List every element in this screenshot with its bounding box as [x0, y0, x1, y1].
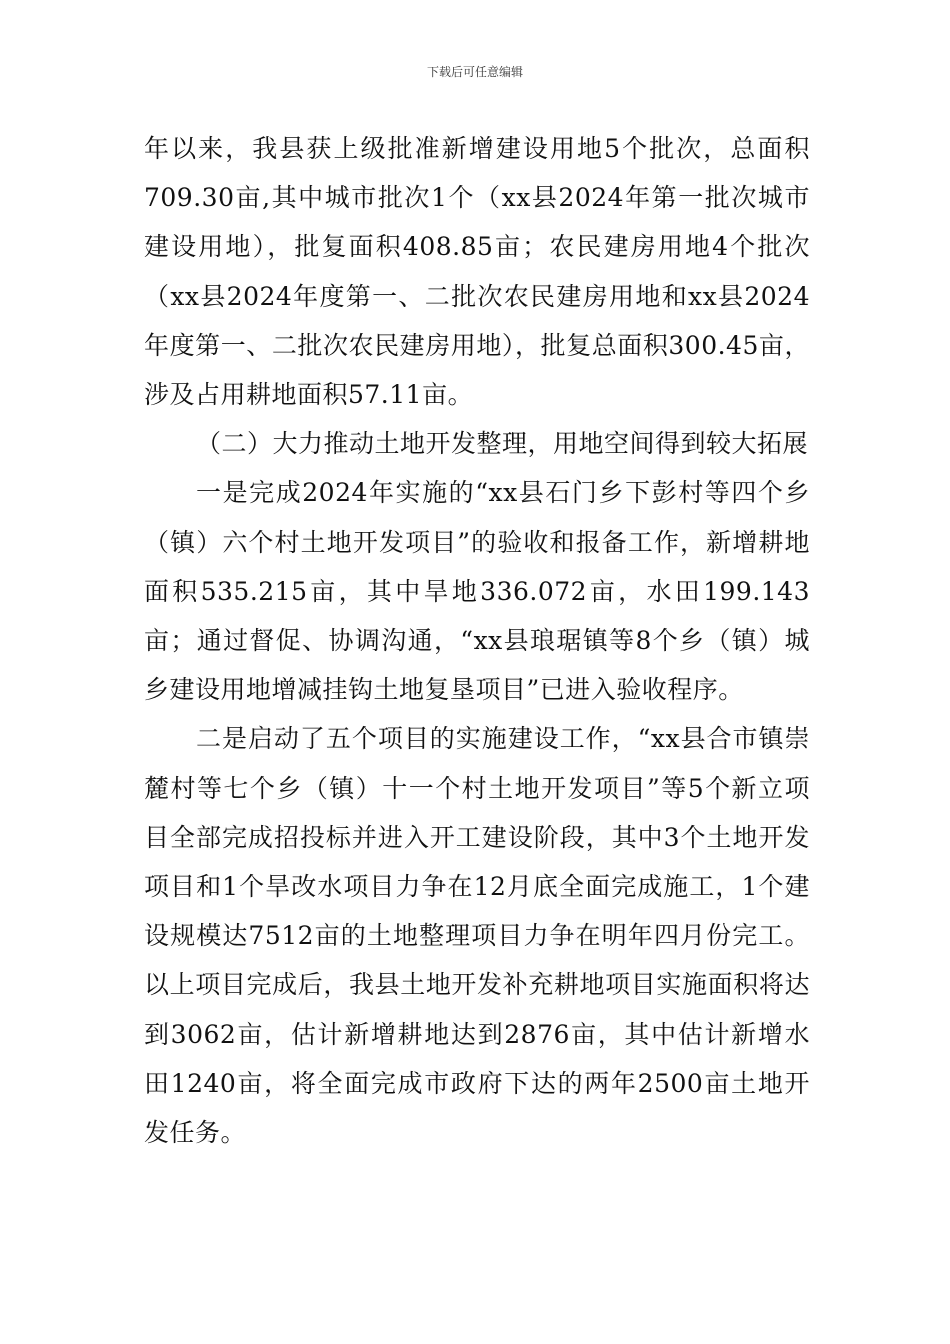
paragraph-project-construction: 二是启动了五个项目的实施建设工作，“xx县合市镇崇麓村等七个乡（镇）十一个村土地开发项目”等5个新立项目全部完成招投标并进入开工建设阶段，其中3个土地开发项目和1个旱改水项目力争在12月底全面完成施工，1个建设规模达7512亩的土地整理项目力争在明年四月份完工。以上项目完成后，我县土地开发补充耕地项目实施面积将达到3062亩，估计新增耕地达到2876亩，其中估计新增水田1240亩，将全面完成市政府下达的两年2500亩土地开发任务。: [144, 724, 810, 1148]
paragraph-approved-land: 年以来，我县获上级批准新增建设用地5个批次，总面积709.30亩,其中城市批次1个（xx县2024年第一批次城市建设用地），批复面积408.85亩；农民建房用地4个批次（xx县2024年度第一、二批次农民建房用地和xx县2024年度第一、二批次农民建房用地），批复总面积300.45亩，涉及占用耕地面积57.11亩。: [144, 134, 810, 410]
section-heading-land-development: （二）大力推动土地开发整理，用地空间得到较大拓展: [196, 429, 809, 459]
page-header: 下载后可任意编辑: [426, 65, 523, 79]
document-body: [144, 124, 810, 1157]
paragraph-project-acceptance: 一是完成2024年实施的“xx县石门乡下彭村等四个乡（镇）六个村土地开发项目”的验收和报备工作，新增耕地面积535.215亩，其中旱地336.072亩，水田199.143亩；通过督促、协调沟通，“xx县琅琚镇等8个乡（镇）城乡建设用地增减挂钩土地复垦项目”已进入验收程序。: [144, 478, 810, 705]
